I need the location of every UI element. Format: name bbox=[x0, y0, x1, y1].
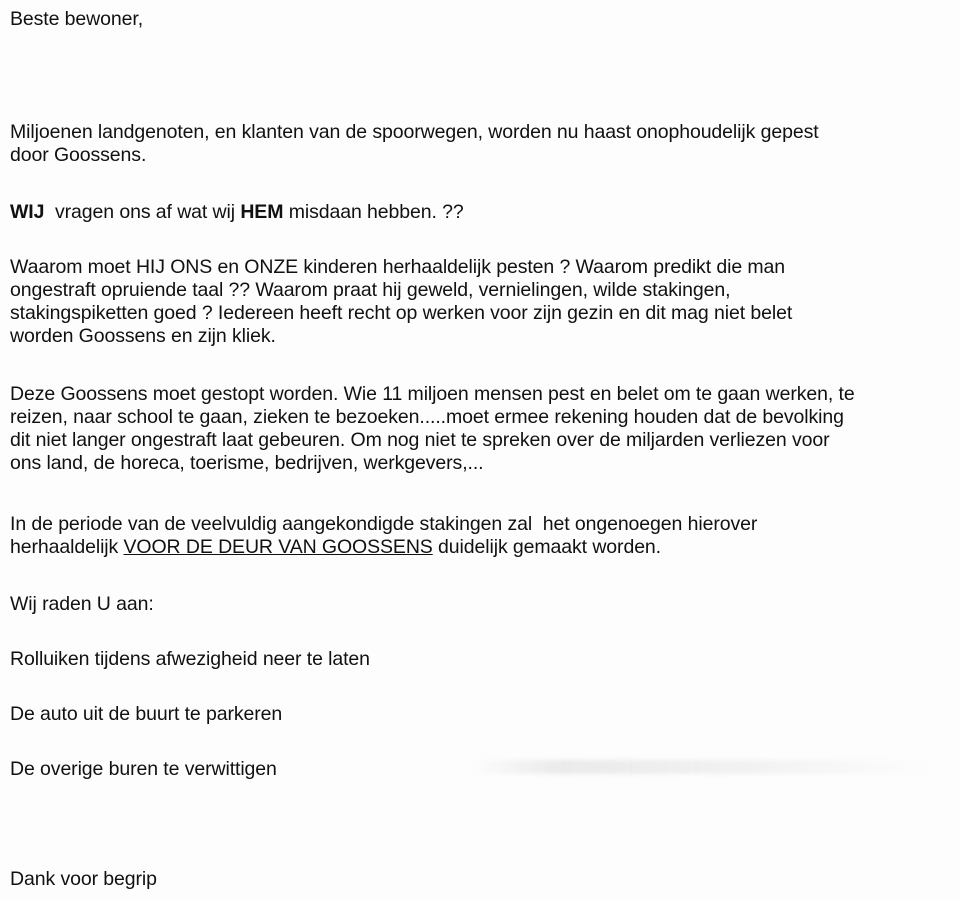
paragraph-4-line-4: ons land, de horeca, toerisme, bedrijven, werkgevers,... bbox=[10, 452, 484, 474]
paragraph-1-line-2: door Goossens. bbox=[10, 144, 147, 166]
bold-wij: WIJ bbox=[10, 201, 45, 223]
paragraph-5-post: duidelijk gemaakt worden. bbox=[432, 536, 661, 558]
paragraph-3-line-3: stakingspiketten goed ? Iedereen heeft recht op werken voor zijn gezin en dit mag niet belet bbox=[10, 302, 793, 324]
paragraph-3 bbox=[10, 256, 955, 348]
scan-smudge bbox=[470, 760, 930, 774]
closing: Dank voor begrip bbox=[10, 868, 157, 890]
greeting: Beste bewoner, bbox=[10, 8, 144, 30]
paragraph-2-text-1: vragen ons af wat wij bbox=[44, 201, 241, 223]
paragraph-3-line-4: worden Goossens en zijn kliek. bbox=[10, 325, 276, 347]
paragraph-2-text-2: misdaan hebben. ?? bbox=[283, 201, 464, 223]
bold-hem: HEM bbox=[240, 201, 284, 223]
advice-item-3: De overige buren te verwittigen bbox=[10, 758, 277, 780]
paragraph-5-line-2 bbox=[10, 536, 955, 559]
paragraph-3-line-2: ongestraft opruiende taal ?? Waarom praat hij geweld, vernielingen, wilde stakingen, bbox=[10, 279, 731, 301]
paragraph-2-line bbox=[10, 201, 955, 224]
paragraph-1-line-1: Miljoenen landgenoten, en klanten van de spoorwegen, worden nu haast onophoudelijk gepest bbox=[10, 121, 819, 143]
paragraph-4-line-3: dit niet langer ongestraft laat gebeuren. Om nog niet te spreken over de miljarden verliezen voor bbox=[10, 429, 830, 451]
paragraph-4 bbox=[10, 383, 955, 475]
advice-item-2: De auto uit de buurt te parkeren bbox=[10, 703, 283, 725]
paragraph-3-line-1: Waarom moet HIJ ONS en ONZE kinderen herhaaldelijk pesten ? Waarom predikt die man bbox=[10, 256, 786, 278]
advice-item-1: Rolluiken tijdens afwezigheid neer te laten bbox=[10, 648, 370, 670]
paragraph-2 bbox=[10, 201, 955, 224]
underlined-phrase: VOOR DE DEUR VAN GOOSSENS bbox=[123, 536, 433, 558]
advice-intro: Wij raden U aan: bbox=[10, 593, 154, 615]
paragraph-5-line-1: In de periode van de veelvuldig aangekondigde stakingen zal het ongenoegen hierover bbox=[10, 513, 758, 535]
paragraph-1 bbox=[10, 121, 955, 167]
paragraph-5 bbox=[10, 513, 955, 559]
paragraph-5-pre: herhaaldelijk bbox=[10, 536, 124, 558]
paragraph-4-line-1: Deze Goossens moet gestopt worden. Wie 11 miljoen mensen pest en belet om te gaan werken, te bbox=[10, 383, 855, 405]
paragraph-4-line-2: reizen, naar school te gaan, zieken te bezoeken.....moet ermee rekening houden dat de bevolking bbox=[10, 406, 844, 428]
